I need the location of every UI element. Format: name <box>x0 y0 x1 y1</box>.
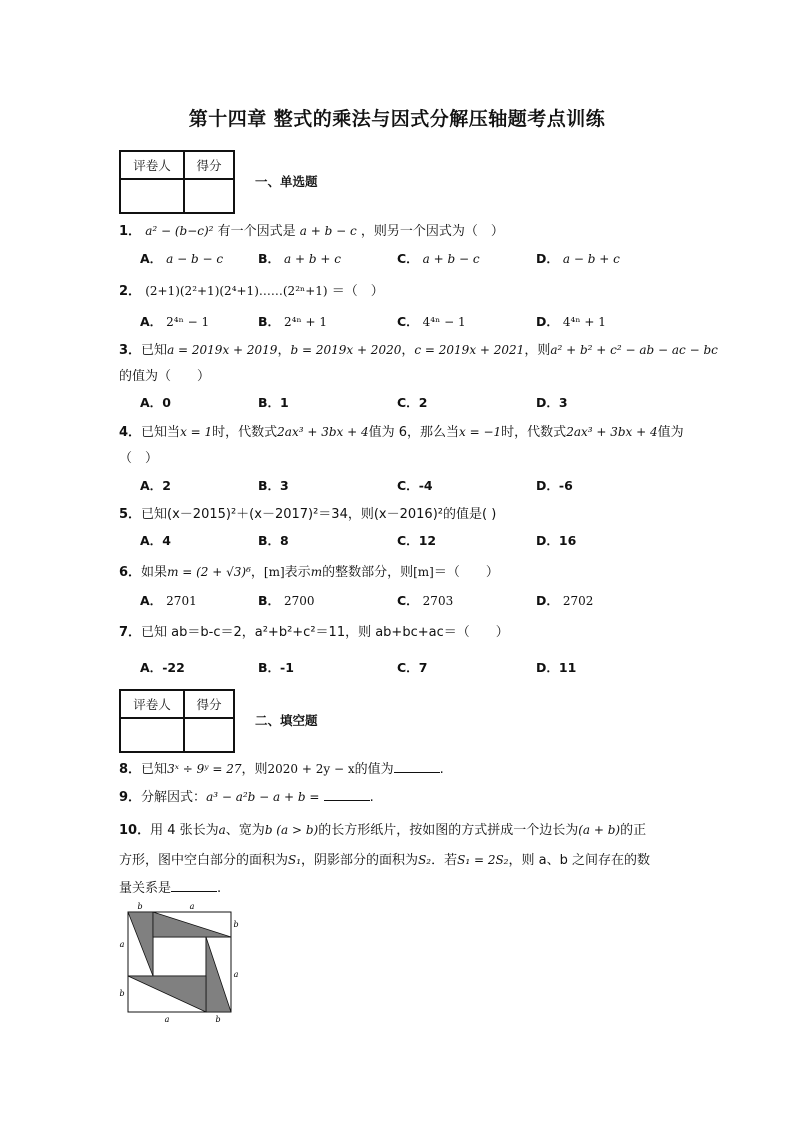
score-table-score-header: 得分 <box>184 690 234 718</box>
question-7-options <box>140 658 660 674</box>
question-4-line-2: （ ） <box>119 451 159 466</box>
question-number: 1． <box>119 224 142 239</box>
figure-label: b <box>233 920 239 929</box>
section-title-single-choice: 一、单选题 <box>255 174 318 189</box>
question-8: 8．已知3ˣ ÷ 9ʸ = 27，则2020 + 2y − x的值为 . <box>119 762 444 777</box>
math-expression: 3ˣ ÷ 9ʸ = 27 <box>167 762 242 776</box>
option-a[interactable]: A．4 <box>140 533 171 548</box>
option-c[interactable]: C． a + b − c <box>397 251 480 266</box>
question-text: ，则 <box>524 343 551 358</box>
question-7 <box>119 621 509 640</box>
score-table-grader-cell[interactable] <box>120 179 184 213</box>
option-d[interactable]: D．3 <box>536 395 568 410</box>
question-text: ＝（ ） <box>331 284 384 299</box>
option-b[interactable]: B．3 <box>258 478 289 493</box>
question-3: 3．已知a = 2019x + 2019，b = 2019x + 2020，c = 2019x + 2021，则a² + b² + c² − ab − ac − bc <box>119 343 718 358</box>
math-expression: x = −1 <box>459 425 502 439</box>
math-expression: a³ − a²b − a + b = <box>206 790 320 804</box>
math-expression: m <box>310 565 323 579</box>
question-4-options <box>140 476 660 492</box>
question-3-options <box>140 393 660 409</box>
math-expression: a + b − c <box>299 224 357 238</box>
question-10-line-3: 量关系是 . <box>119 881 222 896</box>
question-2 <box>119 280 384 299</box>
option-d[interactable]: D．16 <box>536 533 577 548</box>
option-a[interactable]: A． 2701 <box>140 593 197 608</box>
math-expression: 2ax³ + 3bx + 4 <box>277 425 369 439</box>
option-c[interactable]: C． 2703 <box>397 593 454 608</box>
math-expression: x = 1 <box>180 425 213 439</box>
math-expression: a² + b² + c² − ab − ac − bc <box>550 343 718 357</box>
option-d[interactable]: D．-6 <box>536 478 573 493</box>
option-a[interactable]: A．2 <box>140 478 171 493</box>
score-table-grader-cell[interactable] <box>120 718 184 752</box>
question-number: 8． <box>119 762 142 777</box>
answer-blank[interactable] <box>394 760 440 773</box>
question-10: 10．用 4 张长为a、宽为b (a > b)的长方形纸片，按如图的方式拼成一个边长为(a + b)的正 <box>119 823 647 838</box>
option-b[interactable]: B． a + b + c <box>258 251 341 266</box>
question-3-line-2: 的值为（ ） <box>119 369 211 384</box>
question-1-options <box>140 249 660 265</box>
question-number: 3． <box>119 343 142 358</box>
question-number: 4． <box>119 425 142 440</box>
question-10-line-2: 方形，图中空白部分的面积为S₁，阴影部分的面积为S₂．若S₁ = 2S₂，则 a、b 之间存在的数 <box>119 853 650 868</box>
question-number: 2． <box>119 284 142 299</box>
question-number: 10． <box>119 823 151 838</box>
option-b[interactable]: B．1 <box>258 395 289 410</box>
math-expression: m = (2 + √3)⁶ <box>167 565 251 579</box>
question-text: 已知 ab＝b-c＝2，a²+b²+c²＝11，则 ab+bc+ac＝（ ） <box>141 625 509 640</box>
answer-blank[interactable] <box>324 788 370 801</box>
shaded-triangle <box>206 937 231 1012</box>
question-number: 9． <box>119 790 142 805</box>
score-table-score-cell[interactable] <box>184 718 234 752</box>
figure-label: b <box>215 1015 221 1024</box>
answer-blank[interactable] <box>171 879 217 892</box>
figure-label: a <box>164 1015 170 1024</box>
math-expression: b = 2019x + 2020 <box>290 343 402 357</box>
figure-label: a <box>189 902 195 911</box>
question-number: 5． <box>119 507 142 522</box>
option-c[interactable]: C．12 <box>397 533 437 548</box>
shaded-triangle <box>128 976 206 1012</box>
question-6: 6．如果m = (2 + √3)⁶，[m]表示m的整数部分，则[m]＝（ ） <box>119 565 499 580</box>
question-text: 已知(x－2015)²＋(x－2017)²＝34，则(x－2016)²的值是( ) <box>141 507 497 522</box>
option-b[interactable]: B． 2700 <box>258 593 315 608</box>
figure-label: b <box>137 902 143 911</box>
math-expression: (2+1)(2²+1)(2⁴+1)……(2²ⁿ+1) <box>145 284 328 298</box>
score-table-grader-header: 评卷人 <box>120 690 184 718</box>
shaded-triangle <box>153 912 231 937</box>
score-table-score-cell[interactable] <box>184 179 234 213</box>
question-5-options <box>140 531 660 547</box>
option-d[interactable]: D．11 <box>536 660 577 675</box>
section-title-fill-in: 二、填空题 <box>255 713 318 728</box>
option-c[interactable]: C．7 <box>397 660 428 675</box>
score-table-2 <box>119 689 235 753</box>
math-expression: 2020 + 2y − x <box>267 762 355 776</box>
figure-label: a <box>119 940 125 949</box>
option-b[interactable]: B． 2⁴ⁿ + 1 <box>258 314 327 329</box>
score-table-grader-header: 评卷人 <box>120 151 184 179</box>
question-text: 有一个因式是 <box>217 224 300 239</box>
math-expression: c = 2019x + 2021 <box>414 343 525 357</box>
question-text: ，则另一个因式为（ ） <box>360 224 504 239</box>
math-expression: 2ax³ + 3bx + 4 <box>566 425 658 439</box>
option-c[interactable]: C． 4⁴ⁿ − 1 <box>397 314 466 329</box>
math-expression: [m] <box>263 565 285 579</box>
question-6-options <box>140 591 660 607</box>
question-4: 4．已知当x = 1时，代数式2ax³ + 3bx + 4值为 6，那么当x = −1时，代数式2ax³ + 3bx + 4值为 <box>119 425 684 440</box>
shaded-triangle <box>128 912 153 976</box>
score-table-score-header: 得分 <box>184 151 234 179</box>
math-expression: a = 2019x + 2019 <box>167 343 278 357</box>
question-9: 9．分解因式：a³ − a²b − a + b = . <box>119 790 374 805</box>
option-b[interactable]: B．-1 <box>258 660 294 675</box>
question-number: 6． <box>119 565 142 580</box>
question-1 <box>119 220 504 239</box>
question-2-options <box>140 312 660 328</box>
figure-label: a <box>233 970 239 979</box>
pinwheel-square-figure <box>116 902 241 1024</box>
question-5 <box>119 503 496 522</box>
option-d[interactable]: D． 4⁴ⁿ + 1 <box>536 314 606 329</box>
question-number: 7． <box>119 625 142 640</box>
option-c[interactable]: C．-4 <box>397 478 433 493</box>
math-expression: [m] <box>413 565 434 579</box>
score-table-1 <box>119 150 235 214</box>
option-b[interactable]: B．8 <box>258 533 289 548</box>
option-d[interactable]: D． 2702 <box>536 593 594 608</box>
page-title: 第十四章 整式的乘法与因式分解压轴题考点训练 <box>188 108 606 130</box>
option-a[interactable]: A． 2⁴ⁿ − 1 <box>140 314 210 329</box>
math-expression: a² − (b−c)² <box>145 224 214 238</box>
option-d[interactable]: D． a − b + c <box>536 251 620 266</box>
question-text: 已知 <box>141 343 168 358</box>
option-a[interactable]: A．0 <box>140 395 171 410</box>
figure-label: b <box>119 989 125 998</box>
option-c[interactable]: C．2 <box>397 395 428 410</box>
option-a[interactable]: A．-22 <box>140 660 185 675</box>
option-a[interactable]: A． a − b − c <box>140 251 224 266</box>
